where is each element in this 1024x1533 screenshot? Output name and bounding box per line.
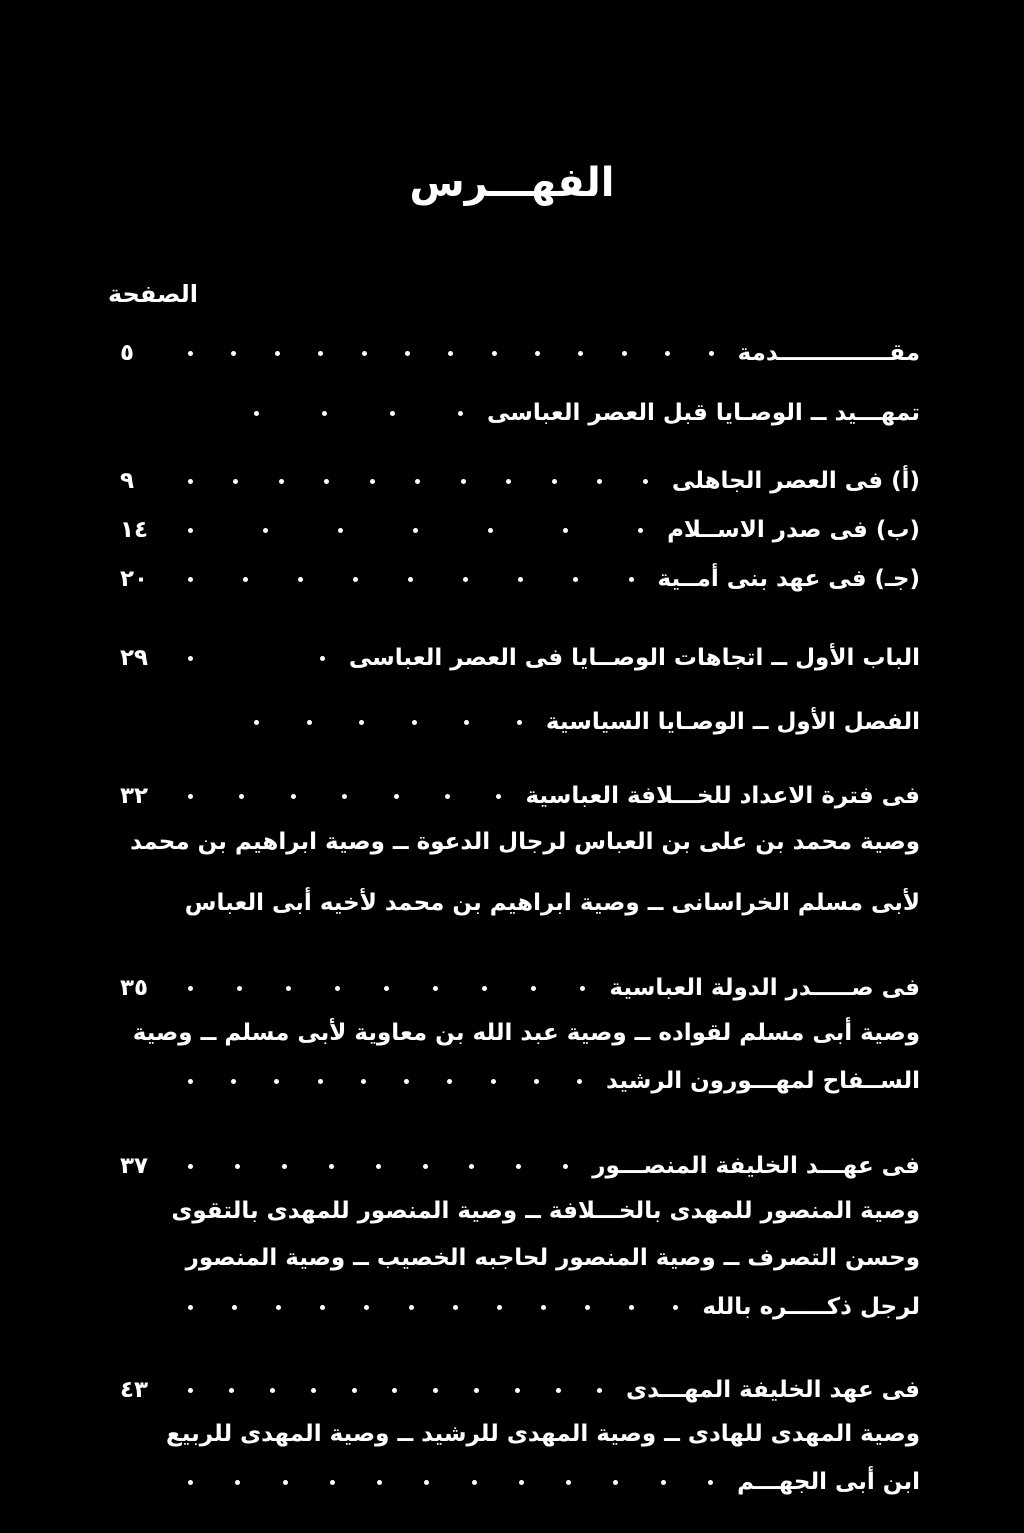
leader-dot [353, 577, 358, 582]
leader-dot [577, 1079, 582, 1084]
leader-dot [243, 577, 248, 582]
leader-dot [566, 1480, 571, 1485]
leader-dot [580, 986, 585, 991]
leader-dot [318, 1079, 323, 1084]
leader-dot [235, 1480, 240, 1485]
toc-entry-title: فى عهـــد الخليفة المنصـــور [592, 1153, 920, 1179]
leader-dot [188, 1164, 193, 1169]
toc-description-line: وصية محمد بن على بن العباس لرجال الدعوة ــ وصية ابراهيم بن محمد [130, 829, 920, 855]
leader-dot [673, 1305, 678, 1310]
toc-entry-title: (ب) فى صدر الاســلام [667, 517, 920, 543]
leader-dot [320, 656, 325, 661]
leader-dot [320, 1305, 325, 1310]
toc-entry [120, 1464, 920, 1500]
leader-dot [390, 411, 395, 416]
leader-dot [270, 1388, 275, 1393]
leader-dot [274, 1079, 279, 1084]
leader-dot [518, 577, 523, 582]
leader-dot [254, 411, 259, 416]
toc-entry [120, 335, 920, 371]
toc-page-number: ٩ [120, 468, 135, 494]
dot-leader [164, 351, 738, 356]
leader-dot [573, 577, 578, 582]
leader-dot [517, 720, 522, 725]
leader-dot [409, 1305, 414, 1310]
toc-entry [120, 1148, 920, 1184]
leader-dot [497, 1305, 502, 1310]
leader-dot [188, 479, 193, 484]
leader-dot [235, 1164, 240, 1169]
leader-dot [519, 1480, 524, 1485]
leader-dot [531, 986, 536, 991]
toc-page-number: ١٤ [120, 517, 149, 543]
leader-dot [563, 528, 568, 533]
toc-entry-title: تمهـــيد ــ الوصـايا قبل العصر العباسى [486, 400, 920, 426]
toc-entry-title: الباب الأول ــ اتجاهات الوصــايا فى العصر العباسى [348, 645, 920, 671]
leader-dot [364, 1305, 369, 1310]
leader-dot [516, 1164, 521, 1169]
leader-dot [188, 528, 193, 533]
leader-dot [469, 1164, 474, 1169]
leader-dot [318, 351, 323, 356]
leader-dot [463, 577, 468, 582]
leader-dot [362, 351, 367, 356]
leader-dot [352, 1388, 357, 1393]
leader-dot [377, 1480, 382, 1485]
leader-dot [447, 1079, 452, 1084]
toc-page-number: ٤٣ [120, 1377, 149, 1403]
toc-entry [120, 395, 920, 431]
leader-dot [464, 720, 469, 725]
leader-dot [279, 479, 284, 484]
toc-entry-title: فى فترة الاعداد للخـــلافة العباسية [525, 783, 920, 809]
leader-dot [665, 351, 670, 356]
leader-dot [597, 479, 602, 484]
leader-dot [291, 794, 296, 799]
leader-dot [376, 1164, 381, 1169]
leader-dot [541, 1305, 546, 1310]
leader-dot [229, 1388, 234, 1393]
leader-dot [461, 479, 466, 484]
toc-description-line: وحسن التصرف ــ وصية المنصور لحاجبه الخصيب ــ وصية المنصور [185, 1245, 920, 1271]
leader-dot [578, 351, 583, 356]
toc-entry-title: الفصل الأول ــ الوصـايا السياسية [545, 709, 920, 735]
toc-entry-title: فى عهد الخليفة المهـــدى [626, 1377, 920, 1403]
dot-leader [164, 479, 672, 484]
leader-dot [472, 1480, 477, 1485]
page-title: الفهـــرس [409, 160, 615, 206]
leader-dot [275, 351, 280, 356]
leader-dot [392, 1388, 397, 1393]
toc-entry [120, 1289, 920, 1325]
leader-dot [188, 577, 193, 582]
leader-dot [254, 720, 259, 725]
toc-entry-title: فى صـــــدر الدولة العباسية [609, 975, 920, 1001]
leader-dot [324, 479, 329, 484]
leader-dot [282, 1164, 287, 1169]
leader-dot [492, 351, 497, 356]
leader-dot [188, 1480, 193, 1485]
leader-dot [322, 411, 327, 416]
leader-dot [622, 351, 627, 356]
dot-leader [164, 720, 546, 725]
dot-leader [164, 1079, 606, 1084]
leader-dot [413, 528, 418, 533]
toc-description-line: وصية المنصور للمهدى بالخـــلافة ــ وصية المنصور للمهدى بالتقوى [171, 1198, 920, 1224]
leader-dot [491, 1079, 496, 1084]
leader-dot [283, 1480, 288, 1485]
toc-page-number: ٣٧ [120, 1153, 149, 1179]
dot-leader [164, 577, 658, 582]
leader-dot [415, 479, 420, 484]
toc-description-line: وصية المهدى للهادى ــ وصية المهدى للرشيد ــ وصية المهدى للربيع [166, 1421, 920, 1447]
leader-dot [188, 656, 193, 661]
dot-leader [164, 1305, 702, 1310]
toc-entry [120, 512, 920, 548]
leader-dot [359, 720, 364, 725]
leader-dot [237, 986, 242, 991]
toc-page-number: ٢٩ [120, 645, 149, 671]
leader-dot [638, 528, 643, 533]
leader-dot [556, 1388, 561, 1393]
leader-dot [515, 1388, 520, 1393]
toc-entry [120, 1063, 920, 1099]
leader-dot [370, 479, 375, 484]
leader-dot [506, 479, 511, 484]
leader-dot [329, 1164, 334, 1169]
toc-description-line: وصية أبى مسلم لقواده ــ وصية عبد الله بن معاوية لأبى مسلم ــ وصية [132, 1020, 920, 1046]
leader-dot [488, 528, 493, 533]
leader-dot [307, 720, 312, 725]
leader-dot [188, 986, 193, 991]
toc-entry-title: (جـ) فى عهد بنى أمــية [657, 566, 920, 592]
leader-dot [232, 1305, 237, 1310]
dot-leader [164, 411, 487, 416]
leader-dot [597, 1388, 602, 1393]
leader-dot [405, 351, 410, 356]
dot-leader [164, 794, 525, 799]
leader-dot [709, 351, 714, 356]
leader-dot [408, 577, 413, 582]
leader-dot [643, 479, 648, 484]
leader-dot [231, 351, 236, 356]
dot-leader [164, 1164, 592, 1169]
dot-leader [164, 1388, 626, 1393]
leader-dot [535, 351, 540, 356]
leader-dot [233, 479, 238, 484]
toc-entry [120, 970, 920, 1006]
toc-entry-title: الســفاح لمهـــورون الرشيد [606, 1068, 920, 1094]
dot-leader [164, 656, 349, 661]
leader-dot [384, 986, 389, 991]
leader-dot [361, 1079, 366, 1084]
leader-dot [188, 1305, 193, 1310]
leader-dot [239, 794, 244, 799]
leader-dot [188, 794, 193, 799]
toc-entry [120, 1372, 920, 1408]
leader-dot [342, 794, 347, 799]
leader-dot [552, 479, 557, 484]
leader-dot [404, 1079, 409, 1084]
leader-dot [458, 411, 463, 416]
leader-dot [311, 1388, 316, 1393]
leader-dot [231, 1079, 236, 1084]
toc-page-number: ٣٥ [120, 975, 149, 1001]
toc-entry-title: مقــــــــــــــدمة [737, 340, 920, 366]
leader-dot [496, 794, 501, 799]
leader-dot [276, 1305, 281, 1310]
leader-dot [188, 1388, 193, 1393]
leader-dot [412, 720, 417, 725]
leader-dot [629, 577, 634, 582]
toc-entry [120, 778, 920, 814]
leader-dot [298, 577, 303, 582]
dot-leader [164, 528, 667, 533]
leader-dot [613, 1480, 618, 1485]
toc-page-number: ٣٢ [120, 783, 149, 809]
toc-description-line: لأبى مسلم الخراسانى ــ وصية ابراهيم بن محمد لأخيه أبى العباس [184, 890, 920, 916]
leader-dot [629, 1305, 634, 1310]
leader-dot [335, 986, 340, 991]
leader-dot [286, 986, 291, 991]
leader-dot [263, 528, 268, 533]
toc-entry-title: ابن أبى الجهـــم [737, 1469, 920, 1495]
leader-dot [433, 1388, 438, 1393]
leader-dot [188, 1079, 193, 1084]
leader-dot [330, 1480, 335, 1485]
toc-entry-title: لرجل ذكـــــره بالله [702, 1294, 920, 1320]
toc-entry-title: (أ) فى العصر الجاهلى [671, 468, 920, 494]
leader-dot [708, 1480, 713, 1485]
leader-dot [534, 1079, 539, 1084]
leader-dot [585, 1305, 590, 1310]
leader-dot [338, 528, 343, 533]
leader-dot [482, 986, 487, 991]
dot-leader [164, 986, 609, 991]
toc-page-number: ٢٠ [120, 566, 149, 592]
page-column-header: الصفحة [108, 280, 199, 308]
leader-dot [423, 1164, 428, 1169]
leader-dot [445, 794, 450, 799]
toc-entry [120, 704, 920, 740]
toc-entry [120, 640, 920, 676]
toc-page-number: ٥ [120, 340, 135, 366]
leader-dot [424, 1480, 429, 1485]
leader-dot [661, 1480, 666, 1485]
leader-dot [433, 986, 438, 991]
dot-leader [164, 1480, 737, 1485]
leader-dot [453, 1305, 458, 1310]
leader-dot [448, 351, 453, 356]
leader-dot [188, 351, 193, 356]
leader-dot [394, 794, 399, 799]
leader-dot [474, 1388, 479, 1393]
leader-dot [563, 1164, 568, 1169]
toc-entry [120, 561, 920, 597]
toc-entry [120, 463, 920, 499]
